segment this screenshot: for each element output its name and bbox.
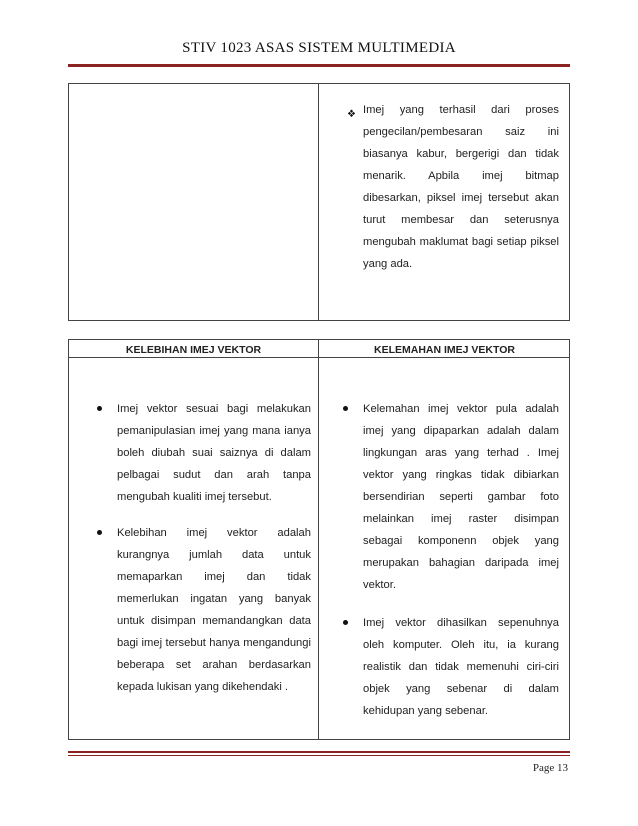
text-line: turut membesar dan seterusnya — [363, 214, 559, 226]
bullet-icon — [97, 530, 102, 535]
text-line: untuk disimpan memandangkan data — [117, 615, 311, 627]
bullet-icon — [97, 406, 102, 411]
right-cell — [347, 99, 559, 275]
bullet-item — [117, 398, 311, 508]
header-rule — [68, 64, 570, 67]
bullet-item — [363, 612, 559, 722]
text-line: pelbagai sudut dan arah tanpa — [117, 469, 311, 481]
text-line: bersendirian seperti gambar foto — [363, 491, 559, 503]
page-number: Page 13 — [532, 762, 568, 774]
text-line: realistik dan tidak memenuhi ciri-ciri — [363, 661, 559, 673]
header-kelebihan: KELEBIHAN IMEJ VEKTOR — [125, 344, 262, 356]
text-line: kurangnya jumlah data untuk — [117, 549, 311, 561]
bullet-icon — [343, 406, 348, 411]
diamond-bullet-icon: ❖ — [347, 109, 356, 120]
bullet-item — [117, 522, 311, 698]
column-divider — [318, 84, 319, 320]
text-line: vektor. — [363, 579, 396, 591]
text-line: memaparkan imej dan tidak — [117, 571, 311, 583]
text-line: Imej yang terhasil dari proses — [363, 104, 559, 116]
footer-rule-thin — [68, 755, 570, 756]
text-line: bagi imej tersebut hanya mengandungi — [117, 637, 311, 649]
bullet-item — [363, 398, 559, 596]
text-line: merupakan bahagian daripada imej — [363, 557, 559, 569]
text-line: yang ada. — [363, 258, 413, 270]
page-header: STIV 1023 ASAS SISTEM MULTIMEDIA — [182, 40, 456, 56]
text-line: beberapa set arahan berdasarkan — [117, 659, 311, 671]
text-line: mengubah maklumat bagi setiap piksel — [363, 236, 559, 248]
header-divider — [69, 357, 569, 358]
text-line: boleh diubah suai saiznya di dalam — [117, 447, 311, 459]
header-kelemahan: KELEMAHAN IMEJ VEKTOR — [374, 344, 515, 356]
text-line: Imej vektor sesuai bagi melakukan — [117, 403, 311, 415]
text-line: menarik. Apbila imej bitmap — [363, 170, 559, 182]
table-bitmap-continued — [68, 83, 570, 321]
text-line: biasanya kabur, bergerigi dan tidak — [363, 148, 559, 160]
text-line: kehidupan yang sebenar. — [363, 705, 489, 717]
text-line: sebagai komponenn objek yang — [363, 535, 559, 547]
text-line: lingkungan aras yang terhad . Imej — [363, 447, 559, 459]
text-line: dibesarkan, piksel imej tersebut akan — [363, 192, 559, 204]
text-line: melainkan imej raster disimpan — [363, 513, 559, 525]
bullet-icon — [343, 620, 348, 625]
text-line: oleh komputer. Oleh itu, ia kurang — [363, 639, 559, 651]
text-line: kepada lukisan yang dikehendaki . — [117, 681, 289, 693]
column-divider — [318, 340, 319, 739]
text-line: imej yang dipaparkan adalah dalam — [363, 425, 559, 437]
right-cell — [363, 398, 559, 722]
left-cell — [117, 398, 311, 698]
text-line: objek yang sebenar di dalam — [363, 683, 559, 695]
text-line: pemanipulasian imej yang mana ianya — [117, 425, 311, 437]
text-line: Kelebihan imej vektor adalah — [117, 527, 311, 539]
text-line: pengecilan/pembesaran saiz ini — [363, 126, 559, 138]
text-line: Kelemahan imej vektor pula adalah — [363, 403, 559, 415]
footer-rule — [68, 751, 570, 753]
text-line: Imej vektor dihasilkan sepenuhnya — [363, 617, 559, 629]
text-line: memerlukan ingatan yang banyak — [117, 593, 311, 605]
text-line: mengubah kualiti imej tersebut. — [117, 491, 272, 503]
table-vector-pros-cons — [68, 339, 570, 740]
text-line: vektor yang ringkas tidak dibiarkan — [363, 469, 559, 481]
